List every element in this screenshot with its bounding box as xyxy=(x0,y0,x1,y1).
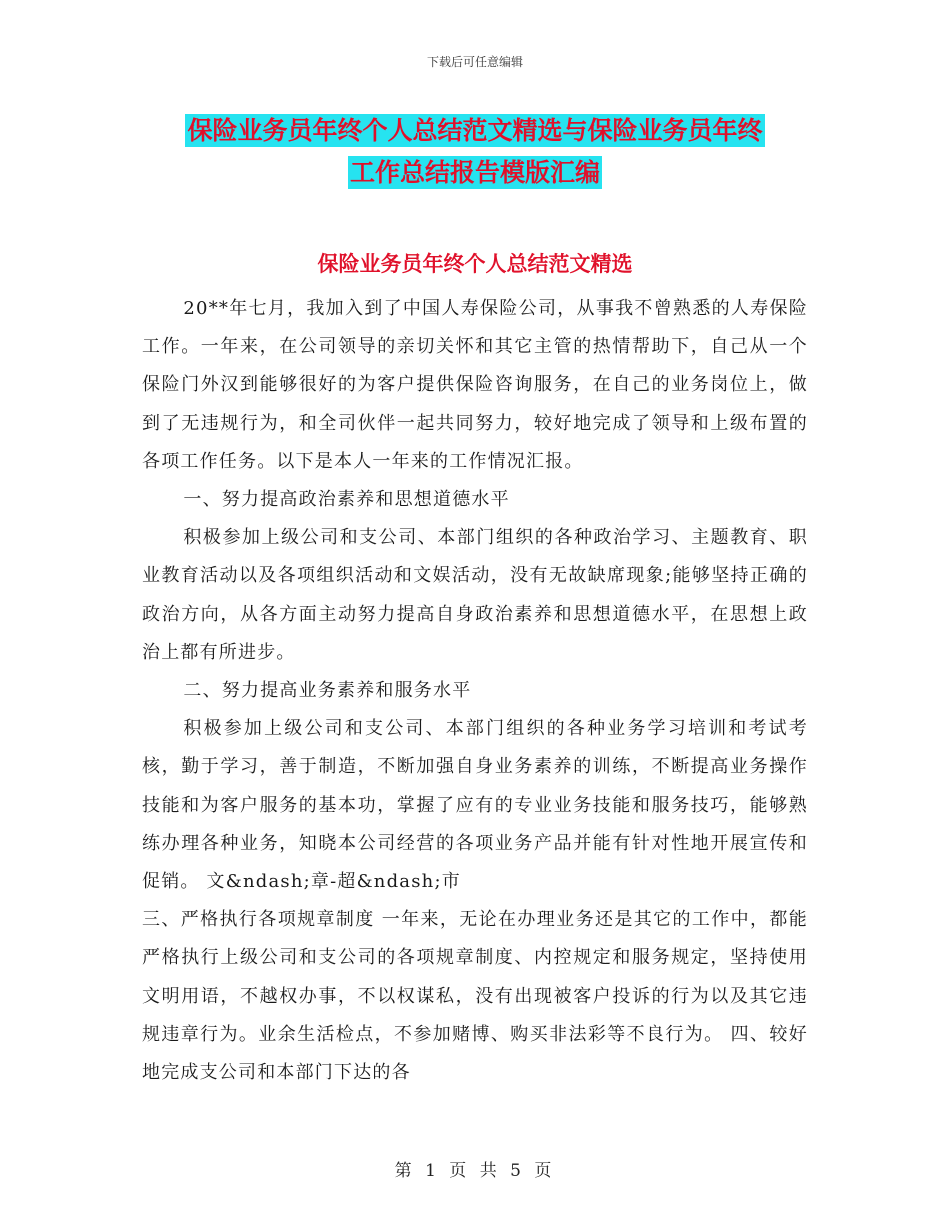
header-note: 下载后可任意编辑 xyxy=(426,55,523,69)
document-title-line-1: 保险业务员年终个人总结范文精选与保险业务员年终 xyxy=(187,116,763,145)
section-title: 保险业务员年终个人总结范文精选 xyxy=(317,252,633,276)
paragraph-political: 积极参加上级公司和支公司、本部门组织的各种政治学习、主题教育、职业教育活动以及各项组织活动和文娱活动，没有无故缺席现象;能够坚持正确的政治方向，从各方面主动努力提高自身政治素养和思想道德水平，在思想上政治上都有所进步。 xyxy=(142,527,808,663)
body-text xyxy=(142,290,808,1092)
page-footer: 第 1 页 共 5 页 xyxy=(394,1161,556,1181)
paragraph-rules: 三、严格执行各项规章制度 一年来，无论在办理业务还是其它的工作中，都能严格执行上级公司和支公司的各项规章制度、内控规定和服务规定，坚持使用文明用语，不越权办事，不以权谋私，没有出现被客户投诉的行为以及其它违规违章行为。业余生活检点，不参加赌博、购买非法彩等不良行为。 四、较好地完成支公司和本部门下达的各 xyxy=(142,909,808,1084)
heading-political: 一、努力提高政治素养和思想道德水平 xyxy=(183,489,510,511)
document-title-line-2: 工作总结报告模版汇编 xyxy=(349,158,600,187)
heading-business: 二、努力提高业务素养和服务水平 xyxy=(183,680,472,702)
paragraph-intro: 20**年七月，我加入到了中国人寿保险公司，从事我不曾熟悉的人寿保险工作。一年来，在公司领导的亲切关怀和其它主管的热情帮助下，自己从一个保险门外汉到能够很好的为客户提供保险咨询服务，在自己的业务岗位上，做到了无违规行为，和全司伙伴一起共同努力，较好地完成了领导和上级布置的各项工作任务。以下是本人一年来的工作情况汇报。 xyxy=(142,298,808,472)
document-title xyxy=(0,110,950,194)
paragraph-business: 积极参加上级公司和支公司、本部门组织的各种业务学习培训和考试考核，勤于学习，善于制造，不断加强自身业务素养的训练，不断提高业务操作技能和为客户服务的基本功，掌握了应有的专业业务技能和服务技巧，能够熟练办理各种业务，知晓本公司经营的各项业务产品并能有针对性地开展宣传和促销。 文&ndash;章-超&ndash;市 xyxy=(142,718,808,893)
